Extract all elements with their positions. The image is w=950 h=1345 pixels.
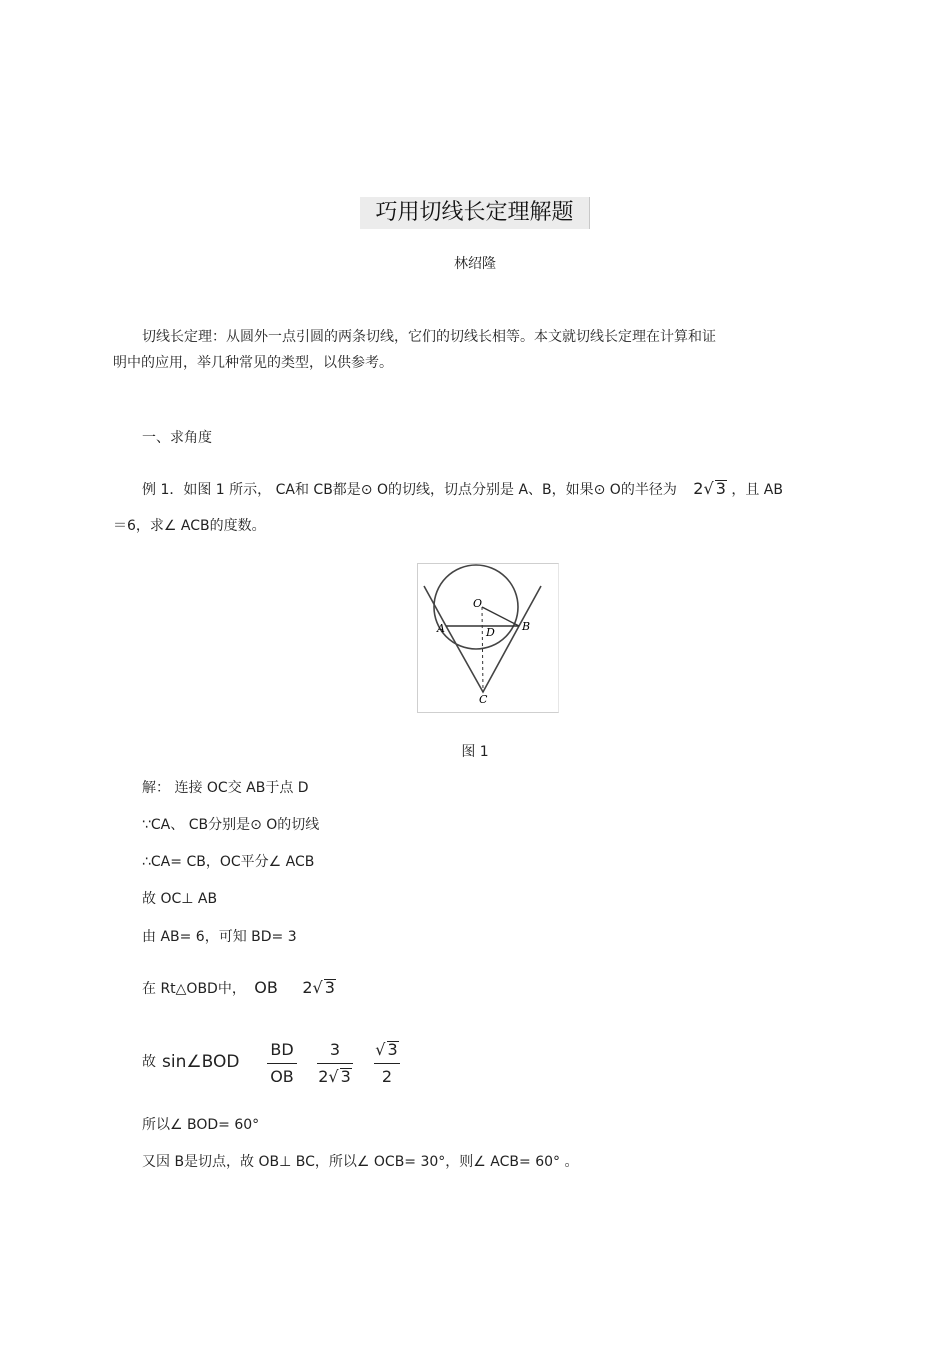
radius-radicand: 3 (715, 479, 726, 498)
ob-radicand: 3 (324, 978, 335, 997)
fraction-3-denominator: 2 (381, 1067, 393, 1086)
segment-oc (482, 607, 483, 692)
label-b: B (522, 620, 531, 633)
solution-line-1: 解： 连接 OC交 AB于点 D (142, 780, 309, 796)
radius-ob (482, 607, 519, 626)
solution-6-text: 在 Rt△OBD中， (142, 981, 246, 997)
solution-line-2: ∵CA、 CB分别是⊙ O的切线 (142, 817, 320, 833)
circle-tangent-diagram (418, 564, 558, 712)
fraction-2-numerator: 3 (329, 1040, 341, 1059)
author-name: 林绍隆 (454, 256, 496, 272)
fraction-3-bar (374, 1063, 400, 1064)
label-d: D (486, 626, 495, 639)
fraction-1-numerator: BD (270, 1040, 294, 1059)
label-a: A (437, 622, 445, 635)
sin-bod-label: sin∠BOD (162, 1052, 240, 1072)
fraction-1-bar (267, 1063, 297, 1064)
intro-line-2: 明中的应用，举几种常见的类型，以供参考。 (113, 355, 393, 371)
fraction-root3-over-2 (374, 1039, 400, 1088)
fraction-3-num-radicand: 3 (387, 1040, 398, 1059)
solution-line-6 (142, 978, 336, 999)
radius-value: 2√ 3 (693, 479, 726, 498)
example-text-a: 例 1．如图 1 所示， CA和 CB都是⊙ O的切线，切点分别是 A、B，如果⊙ O的半径为 (142, 482, 677, 498)
solution-line-5: 由 AB= 6，可知 BD= 3 (142, 929, 297, 945)
page-title: 巧用切线长定理解题 (360, 197, 590, 229)
ob-label: OB (254, 978, 278, 997)
radius-coef: 2 (693, 479, 704, 498)
fraction-bd-ob (267, 1039, 297, 1088)
solution-line-9: 又因 B是切点，故 OB⊥ BC，所以∠ OCB= 30°，则∠ ACB= 60° 。 (142, 1154, 579, 1170)
fraction-2-bar (317, 1063, 353, 1064)
intro-line-1: 切线长定理：从圆外一点引圆的两条切线，它们的切线长相等。本文就切线长定理在计算和证 (142, 329, 716, 345)
fraction-1-denominator: OB (270, 1067, 294, 1086)
figure-caption: 图 1 (461, 744, 489, 760)
ob-coef: 2 (302, 978, 313, 997)
solution-line-3: ∴CA= CB，OC平分∠ ACB (142, 854, 315, 870)
label-o: O (473, 597, 483, 610)
figure-1 (417, 563, 559, 713)
label-c: C (479, 693, 488, 706)
solution-line-8: 所以∠ BOD= 60° (142, 1117, 260, 1133)
example-text-b: ，且 AB (731, 482, 783, 498)
section-heading: 一、求角度 (142, 430, 212, 446)
example-line-2: ＝6，求∠ ACB的度数。 (113, 518, 266, 534)
fraction-3-over-2root3 (317, 1039, 353, 1088)
solution-line-4: 故 OC⊥ AB (142, 891, 218, 907)
fraction-3-numerator: √ 3 (375, 1040, 398, 1059)
example-line-1 (142, 479, 783, 500)
solution-7-text: 故 (142, 1054, 156, 1070)
fraction-2-den-coef: 2 (318, 1067, 329, 1086)
fraction-2-den-radicand: 3 (340, 1067, 351, 1086)
ob-value: 2√ 3 (302, 978, 335, 997)
fraction-2-denominator: 2√ 3 (318, 1067, 351, 1086)
